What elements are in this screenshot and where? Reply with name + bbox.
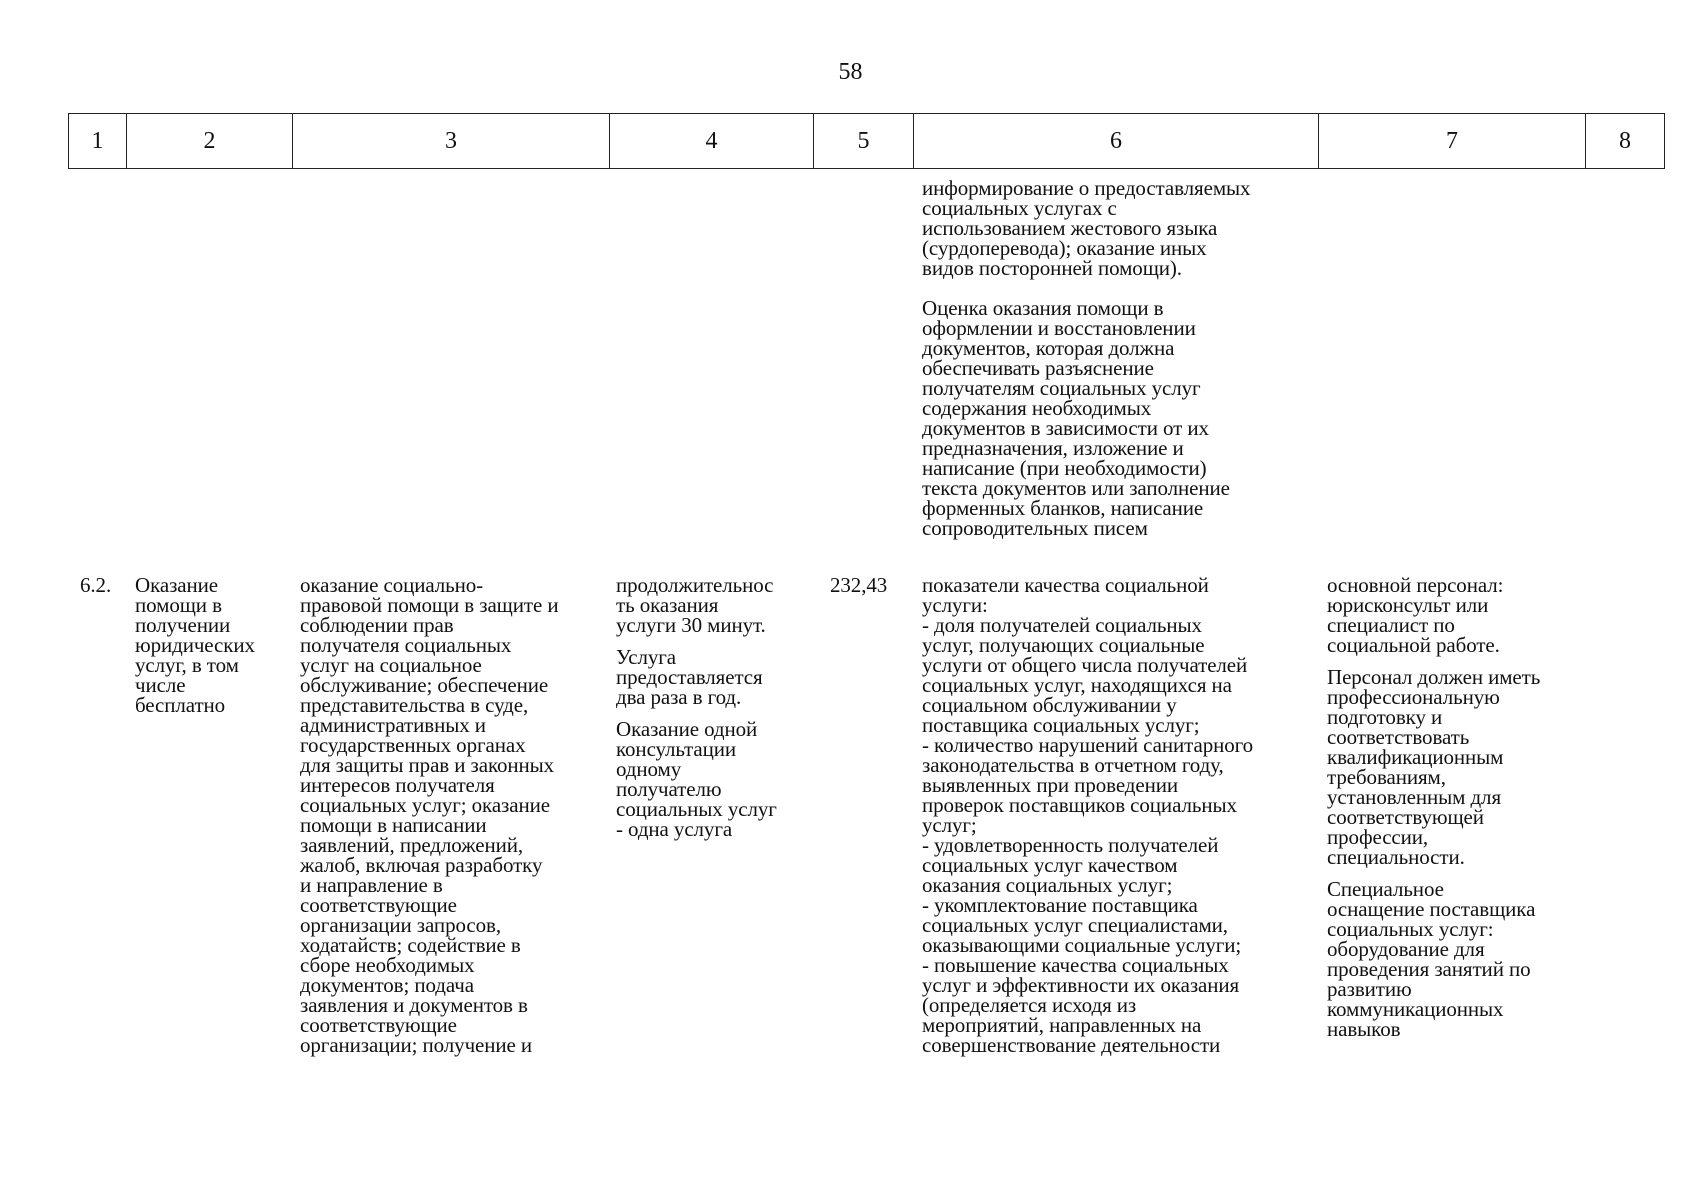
text-line: Оценка оказания помощи в [922,296,1164,320]
text-line: социальном обслуживании у [922,693,1177,717]
text-line: интересов получателя [300,773,495,797]
text-line: - укомплектование поставщика [922,893,1198,917]
text-line: социальных услуг; оказание [300,793,550,817]
text-line: получателю [616,777,722,801]
service-duration-cell [616,575,777,839]
text-line: социальных услуг: [1327,917,1494,941]
text-line: юрисконсульт или [1327,593,1489,617]
text-line: документов в зависимости от их [922,416,1209,440]
frequency-paragraph [616,647,777,707]
text-line: развитию [1327,977,1412,1001]
text-line: информирование о предоставляемых [922,176,1251,200]
column-header-4: 4 [610,114,814,169]
text-line: специалист по [1327,613,1455,637]
text-line: подготовку и [1327,705,1443,729]
text-line: содержания необходимых [922,396,1152,420]
text-line: и направление в [300,873,443,897]
text-line: установленным для [1327,785,1502,809]
text-line: получателям социальных услуг [922,376,1201,400]
text-line: проведения занятий по [1327,957,1531,981]
text-line: мероприятий, направленных на [922,1013,1202,1037]
text-line: заявления и документов в [300,993,528,1017]
text-line: видов посторонней помощи). [922,256,1182,280]
column-header-5: 5 [814,114,914,169]
unit-paragraph [616,719,777,839]
text-line: показатели качества социальной [922,573,1209,597]
text-line: государственных органах [300,733,526,757]
text-line: Оказание [135,573,218,597]
text-line: оказывающими социальные услуги; [922,933,1242,957]
duration-paragraph [616,575,777,635]
column-header-6: 6 [914,114,1319,169]
text-line: текста документов или заполнение [922,476,1230,500]
text-line: оказание социально- [300,573,484,597]
text-line: услуг и эффективности их оказания [922,973,1240,997]
column-header-2: 2 [127,114,293,169]
text-line: (определяется исходя из [922,993,1137,1017]
text-line: помощи в написании [300,813,487,837]
text-line: числе [135,673,186,697]
text-line: предоставляется [616,665,763,689]
quality-indicators-cell [922,575,1253,1055]
text-line: услуг, получающих социальные [922,633,1205,657]
text-line: документов; подача [300,973,474,997]
text-line: соответствовать [1327,725,1470,749]
text-line: профессии, [1327,825,1429,849]
text-line: законодательства в отчетном году, [922,753,1224,777]
staff-paragraph [1327,575,1540,655]
text-line: заявлений, предложений, [300,833,524,857]
text-line: оформлении и восстановлении [922,316,1196,340]
text-line: оказания социальных услуг; [922,873,1173,897]
text-line: использованием жестового языка [922,216,1218,240]
page-number: 58 [838,59,863,85]
column-header-3: 3 [293,114,610,169]
text-line: навыков [1327,1017,1401,1041]
text-line: жалоб, включая разработку [300,853,543,877]
text-line: оборудование для [1327,937,1485,961]
text-line: написание (при необходимости) [922,456,1207,480]
text-line: соблюдении прав [300,613,454,637]
text-line: консультации [616,737,737,761]
text-line: для защиты прав и законных [300,753,555,777]
text-line: услуг, в том [135,653,239,677]
qualification-paragraph [1327,667,1540,867]
text-line: ть оказания [616,593,719,617]
text-line: социальных услуг качеством [922,853,1178,877]
text-line: одному [616,757,682,781]
text-line: правовой помощи в защите и [300,593,559,617]
text-line: совершенствование деятельности [922,1033,1221,1057]
text-line: ходатайств; содействие в [300,933,521,957]
text-line: Оказание одной [616,717,758,741]
column-header-7: 7 [1319,114,1586,169]
text-line: (сурдоперевода); оказание иных [922,236,1207,260]
text-line: поставщика социальных услуг; [922,713,1200,737]
text-line: документов, которая должна [922,336,1175,360]
text-line: услуг; [922,813,977,837]
text-line: соответствующие [300,1013,457,1037]
column-header-1: 1 [69,114,127,169]
text-line: сопроводительных писем [922,516,1148,540]
text-line: социальной работе. [1327,633,1500,657]
text-line: специальности. [1327,845,1465,869]
text-line: организации запросов, [300,913,501,937]
text-line: административных и [300,713,486,737]
text-line: получении [135,613,231,637]
text-line: услуг на социальное [300,653,482,677]
text-line: услуги: [922,593,988,617]
service-name-cell [135,575,255,715]
text-line: бесплатно [135,693,226,717]
row-number-cell: 6.2. [80,573,112,597]
text-line: Специальное [1327,877,1444,901]
text-line: коммуникационных [1327,997,1504,1021]
text-line: Услуга [616,645,676,669]
equipment-paragraph [1327,879,1540,1039]
text-line: продолжительнос [616,573,774,597]
text-line: - удовлетворенность получателей [922,833,1219,857]
text-line: организации; получение и [300,1033,533,1057]
continuation-col6-cell [922,178,1250,538]
service-description-cell [300,575,558,1055]
text-line: проверок поставщиков социальных [922,793,1237,817]
text-line: выявленных при проведении [922,773,1178,797]
text-line: социальных услуг специалистами, [922,913,1228,937]
text-line: социальных услуг, находящихся на [922,673,1232,697]
staff-conditions-cell [1327,575,1540,1039]
text-line: Персонал должен иметь [1327,665,1541,689]
text-line: обслуживание; обеспечение [300,673,549,697]
text-line: услуги от общего числа получателей [922,653,1248,677]
text-line: квалификационным [1327,745,1504,769]
text-line: - доля получателей социальных [922,613,1202,637]
column-header-8: 8 [1586,114,1665,169]
text-line: представительства в суде, [300,693,529,717]
text-line: услуги 30 минут. [616,613,766,637]
text-line: социальных услуг [616,797,777,821]
continuation-paragraph [922,298,1250,538]
text-line: - повышение качества социальных [922,953,1229,977]
text-line: получателя социальных [300,633,512,657]
text-line: форменных бланков, написание [922,496,1204,520]
continuation-paragraph [922,178,1250,278]
text-line: предназначения, изложение и [922,436,1184,460]
text-line: основной персонал: [1327,573,1504,597]
service-price-cell: 232,43 [830,573,888,597]
text-line: юридических [135,633,255,657]
text-line: требованиям, [1327,765,1446,789]
text-line: помощи в [135,593,222,617]
text-line: оснащение поставщика [1327,897,1536,921]
text-line: соответствующей [1327,805,1484,829]
text-line: два раза в год. [616,685,742,709]
column-header-row [68,113,1665,169]
text-line: обеспечивать разъяснение [922,356,1154,380]
text-line: соответствующие [300,893,457,917]
text-line: сборе необходимых [300,953,475,977]
text-line: профессиональную [1327,685,1500,709]
text-line: - количество нарушений санитарного [922,733,1254,757]
text-line: - одна услуга [616,817,733,841]
text-line: социальных услугах с [922,196,1117,220]
